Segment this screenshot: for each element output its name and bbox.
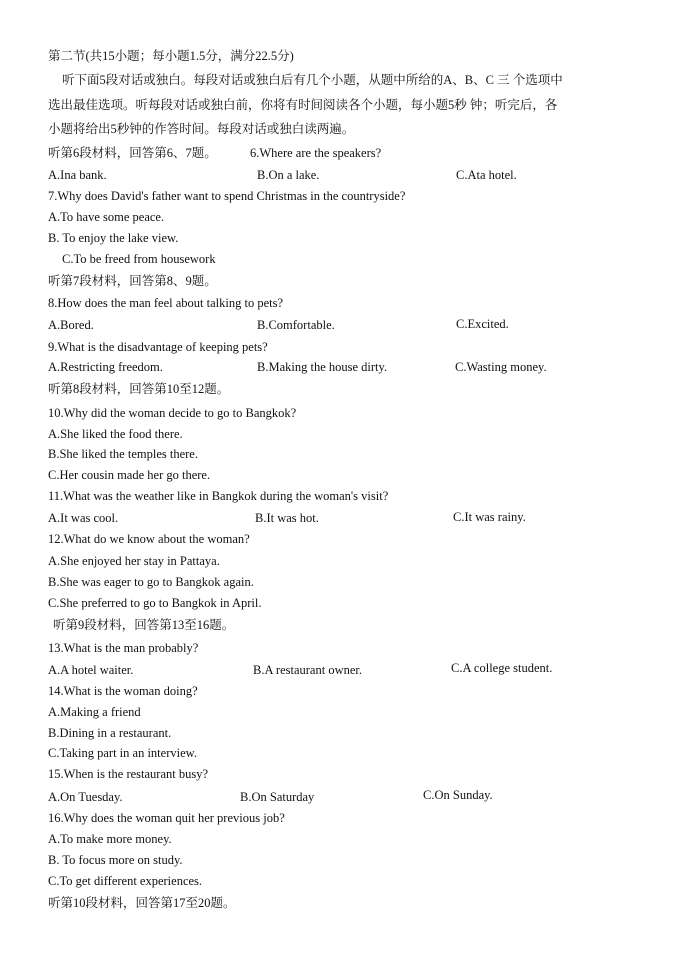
question-13-option-a: A.A hotel waiter. <box>48 663 134 677</box>
question-12-option-a: A.She enjoyed her stay in Pattaya. <box>48 554 220 568</box>
question-14-stem: 14.What is the woman doing? <box>48 684 198 698</box>
question-8-option-c: C.Excited. <box>456 317 509 331</box>
question-9-option-b: B.Making the house dirty. <box>257 360 388 374</box>
instructions-line-3: 小题将给出5秒钟的作答时间。每段对话或独白读两遍。 <box>48 122 355 136</box>
material-6-header: 听第6段材料，回答第6、7题。 <box>48 146 217 160</box>
question-11-stem: 11.What was the weather like in Bangkok during the woman's visit? <box>48 489 389 503</box>
question-9-stem: 9.What is the disadvantage of keeping pets? <box>48 340 268 354</box>
question-14-option-c: C.Taking part in an interview. <box>48 746 197 760</box>
question-15-option-a: A.On Tuesday. <box>48 790 123 804</box>
question-10-option-a: A.She liked the food there. <box>48 427 183 441</box>
question-11-option-b: B.It was hot. <box>255 511 319 525</box>
question-14-option-b: B.Dining in a restaurant. <box>48 726 172 740</box>
section-header: 第二节(共15小题；每小题1.5分，满分22.5分) <box>48 49 294 63</box>
question-14-option-a: A.Making a friend <box>48 705 141 719</box>
question-15-option-c: C.On Sunday. <box>423 788 493 802</box>
question-10-option-b: B.She liked the temples there. <box>48 447 198 461</box>
question-16-option-b: B. To focus more on study. <box>48 853 183 867</box>
question-10-option-c: C.Her cousin made her go there. <box>48 468 211 482</box>
question-7-option-c: C.To be freed from housework <box>62 252 216 266</box>
question-15-option-b: B.On Saturday <box>240 790 315 804</box>
question-8-option-a: A.Bored. <box>48 318 94 332</box>
question-16-option-c: C.To get different experiences. <box>48 874 203 888</box>
question-16-option-a: A.To make more money. <box>48 832 172 846</box>
question-7-option-b: B. To enjoy the lake view. <box>48 231 179 245</box>
question-12-option-c: C.She preferred to go to Bangkok in April. <box>48 596 262 610</box>
question-6-stem: 6.Where are the speakers? <box>250 146 382 160</box>
instructions-line-1: 听下面5段对话或独白。每段对话或独白后有几个小题，从题中所给的A、B、C 三 个选项中 <box>62 73 563 87</box>
question-13-option-c: C.A college student. <box>451 661 553 675</box>
material-8-header: 听第8段材料，回答第10至12题。 <box>48 382 230 396</box>
question-6-option-c: C.Ata hotel. <box>456 168 517 182</box>
question-16-stem: 16.Why does the woman quit her previous job? <box>48 811 285 825</box>
question-11-option-c: C.It was rainy. <box>453 510 526 524</box>
question-9-option-c: C.Wasting money. <box>455 360 547 374</box>
question-8-option-b: B.Comfortable. <box>257 318 335 332</box>
question-15-stem: 15.When is the restaurant busy? <box>48 767 209 781</box>
material-9-header: 听第9段材料，回答第13至16题。 <box>53 618 235 632</box>
question-10-stem: 10.Why did the woman decide to go to Bangkok? <box>48 406 297 420</box>
question-6-option-b: B.On a lake. <box>257 168 320 182</box>
instructions-line-2: 选出最佳选项。听每段对话或独白前，你将有时间阅读各个小题，每小题5秒 钟；听完后，各 <box>48 98 558 112</box>
question-7-stem: 7.Why does David's father want to spend Christmas in the countryside? <box>48 189 406 203</box>
question-11-option-a: A.It was cool. <box>48 511 119 525</box>
question-12-option-b: B.She was eager to go to Bangkok again. <box>48 575 254 589</box>
question-7-option-a: A.To have some peace. <box>48 210 165 224</box>
question-6-option-a: A.Ina bank. <box>48 168 107 182</box>
question-13-stem: 13.What is the man probably? <box>48 641 199 655</box>
question-8-stem: 8.How does the man feel about talking to pets? <box>48 296 284 310</box>
question-12-stem: 12.What do we know about the woman? <box>48 532 250 546</box>
question-9-option-a: A.Restricting freedom. <box>48 360 163 374</box>
material-7-header: 听第7段材料，回答第8、9题。 <box>48 274 217 288</box>
question-13-option-b: B.A restaurant owner. <box>253 663 363 677</box>
material-10-header: 听第10段材料，回答第17至20题。 <box>48 896 236 910</box>
